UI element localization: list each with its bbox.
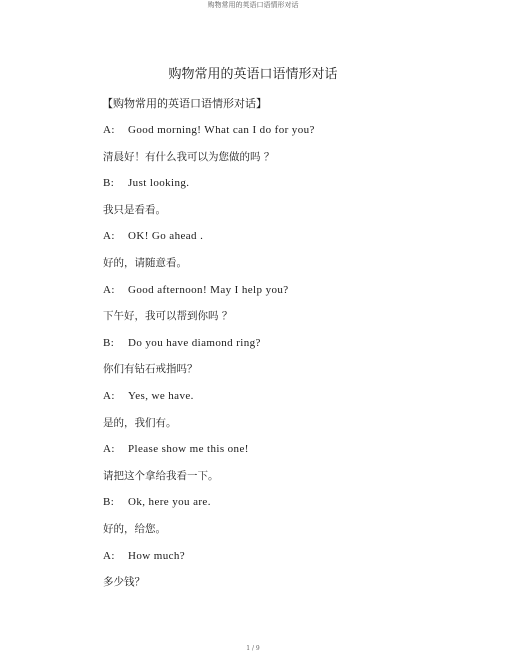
line-text: 好的，给您。 [103, 522, 166, 535]
dialogue-line-chinese [103, 521, 463, 548]
line-text: Ok, here you are. [128, 496, 211, 509]
dialogue-line-chinese [103, 149, 463, 176]
line-text: Please show me this one! [128, 443, 249, 456]
line-text: How much? [128, 549, 186, 562]
line-text: 多少钱？ [103, 576, 145, 589]
dialogue-line-english [103, 282, 463, 309]
speaker-label: A: [103, 389, 115, 402]
speaker-label: A: [103, 230, 115, 243]
line-text: Good morning! What can I do for you? [128, 124, 315, 136]
speaker-label: B: [103, 177, 115, 190]
line-text: Just looking. [128, 177, 190, 190]
line-text: 你们有钻石戒指吗？ [103, 363, 198, 376]
line-text: OK! Go ahead . [128, 230, 204, 243]
line-text: Do you have diamond ring? [128, 336, 261, 349]
dialogue-line-english [103, 548, 463, 575]
line-text: 我只是看看。 [103, 203, 166, 216]
line-text: 是的，我们有。 [103, 416, 177, 429]
dialogue-body [103, 122, 463, 601]
dialogue-line-english [103, 122, 463, 149]
page-number: 1 / 9 [246, 645, 260, 652]
dialogue-line-chinese [103, 202, 463, 229]
speaker-label: A: [103, 283, 115, 296]
line-text: 清晨好！有什么我可以为您做的吗 ？ [103, 150, 275, 163]
line-text: 好的，请随意看。 [103, 256, 187, 269]
dialogue-line-english [103, 441, 463, 468]
line-text: 请把这个拿给我看一下。 [103, 469, 219, 482]
dialogue-line-english [103, 494, 463, 521]
section-heading: 【购物常用的英语口语情形对话】 [102, 97, 267, 110]
dialogue-line-chinese [103, 308, 463, 335]
dialogue-line-chinese [103, 361, 463, 388]
dialogue-line-chinese [103, 468, 463, 495]
dialogue-line-english [103, 175, 463, 202]
line-text: Good afternoon! May I help you? [128, 283, 289, 296]
speaker-label: A: [103, 549, 115, 562]
dialogue-line-chinese [103, 574, 463, 601]
dialogue-line-english [103, 388, 463, 415]
document-title: 购物常用的英语口语情形对话 [168, 67, 338, 82]
running-header: 购物常用的英语口语情形对话 [207, 1, 299, 9]
line-text: 下午好，我可以帮到你吗 ？ [103, 310, 233, 323]
dialogue-line-english [103, 335, 463, 362]
speaker-label: B: [103, 496, 115, 509]
dialogue-line-chinese [103, 415, 463, 442]
line-text: Yes, we have. [128, 389, 194, 402]
speaker-label: A: [103, 124, 115, 136]
speaker-label: B: [103, 336, 115, 349]
speaker-label: A: [103, 443, 115, 456]
dialogue-line-chinese [103, 255, 463, 282]
dialogue-line-english [103, 228, 463, 255]
